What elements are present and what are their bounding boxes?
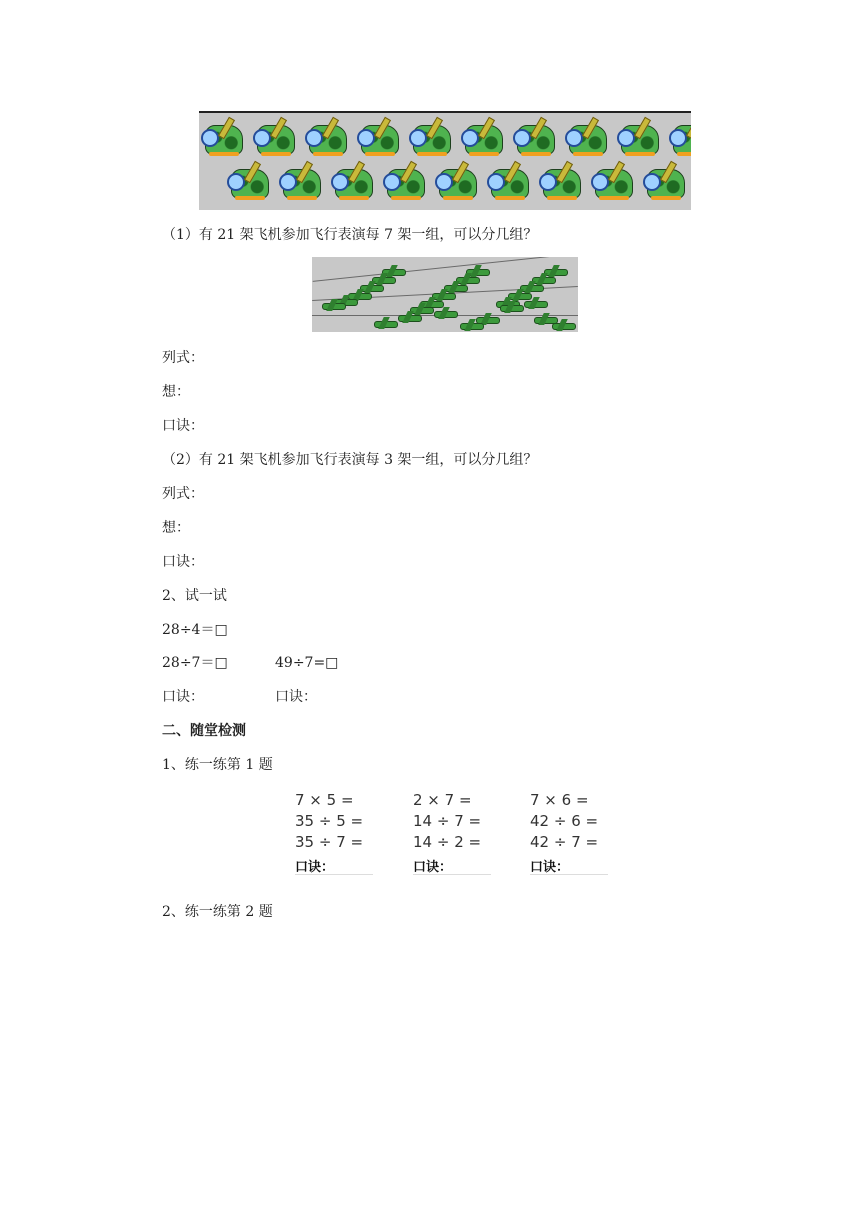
section-2-item-1: 1、练一练第 1 题 (162, 757, 273, 773)
exercise-koujue-label: 口诀： (530, 856, 608, 875)
try-equation-1: 28÷4＝□ (162, 622, 228, 638)
plane-icon (372, 317, 398, 329)
exercise-row: 7 × 5 = (295, 791, 354, 809)
helicopter-icon (591, 161, 635, 201)
helicopter-icon (643, 161, 687, 201)
helicopter-icon (435, 161, 479, 201)
exercise-column-2 (413, 790, 513, 875)
exercise-row: 7 × 6 = (530, 791, 589, 809)
plane-icon (320, 299, 346, 311)
helicopter-icon (357, 117, 401, 157)
helicopter-icon (409, 117, 453, 157)
plane-icon (458, 319, 484, 331)
helicopter-icon (487, 161, 531, 201)
section-2-title: 二、随堂检测 (162, 723, 246, 739)
helicopter-icon (331, 161, 375, 201)
helicopter-icon (539, 161, 583, 201)
exercise-koujue-label: 口诀： (295, 856, 373, 875)
helicopter-icon (279, 161, 323, 201)
exercise-row: 35 ÷ 5 = (295, 812, 364, 830)
q2-xiang-label: 想： (162, 520, 190, 536)
plane-icon (396, 311, 422, 323)
exercise-row: 42 ÷ 7 = (530, 833, 599, 851)
exercise-row: 14 ÷ 7 = (413, 812, 482, 830)
plane-icon (522, 297, 548, 309)
plane-icon (432, 307, 458, 319)
helicopter-icon (669, 117, 691, 157)
plane-icon (550, 319, 576, 331)
helicopter-icon (565, 117, 609, 157)
helicopter-banner-image (199, 111, 691, 210)
helicopter-icon (253, 117, 297, 157)
section-2-item-2: 2、练一练第 2 题 (162, 904, 273, 920)
exercise-column-1 (295, 790, 395, 875)
exercise-1-image (285, 790, 615, 880)
try-title: 2、试一试 (162, 588, 227, 604)
q1-koujue-label: 口诀： (162, 418, 204, 434)
q2-koujue-label: 口诀： (162, 554, 204, 570)
try-equation-2: 28÷7＝□ (162, 655, 228, 671)
helicopter-icon (383, 161, 427, 201)
exercise-column-3 (530, 790, 630, 875)
helicopter-icon (513, 117, 557, 157)
try-koujue-left: 口诀： (162, 689, 204, 705)
planes-formation-image (312, 257, 578, 332)
question-1-text: （1）有 21 架飞机参加飞行表演每 7 架一组，可以分几组？ (162, 227, 538, 243)
exercise-row: 2 × 7 = (413, 791, 472, 809)
helicopter-icon (305, 117, 349, 157)
helicopter-icon (617, 117, 661, 157)
exercise-koujue-label: 口诀： (413, 856, 491, 875)
exercise-row: 14 ÷ 2 = (413, 833, 482, 851)
q1-lieshi-label: 列式： (162, 350, 204, 366)
q2-lieshi-label: 列式： (162, 486, 204, 502)
exercise-row: 42 ÷ 6 = (530, 812, 599, 830)
helicopter-icon (201, 117, 245, 157)
helicopter-icon (461, 117, 505, 157)
try-equation-3: 49÷7=□ (275, 655, 339, 671)
question-2-text: （2）有 21 架飞机参加飞行表演每 3 架一组，可以分几组？ (162, 452, 538, 468)
exercise-row: 35 ÷ 7 = (295, 833, 364, 851)
try-koujue-right: 口诀： (275, 689, 317, 705)
q1-xiang-label: 想： (162, 384, 190, 400)
helicopter-icon (227, 161, 271, 201)
plane-icon (498, 301, 524, 313)
